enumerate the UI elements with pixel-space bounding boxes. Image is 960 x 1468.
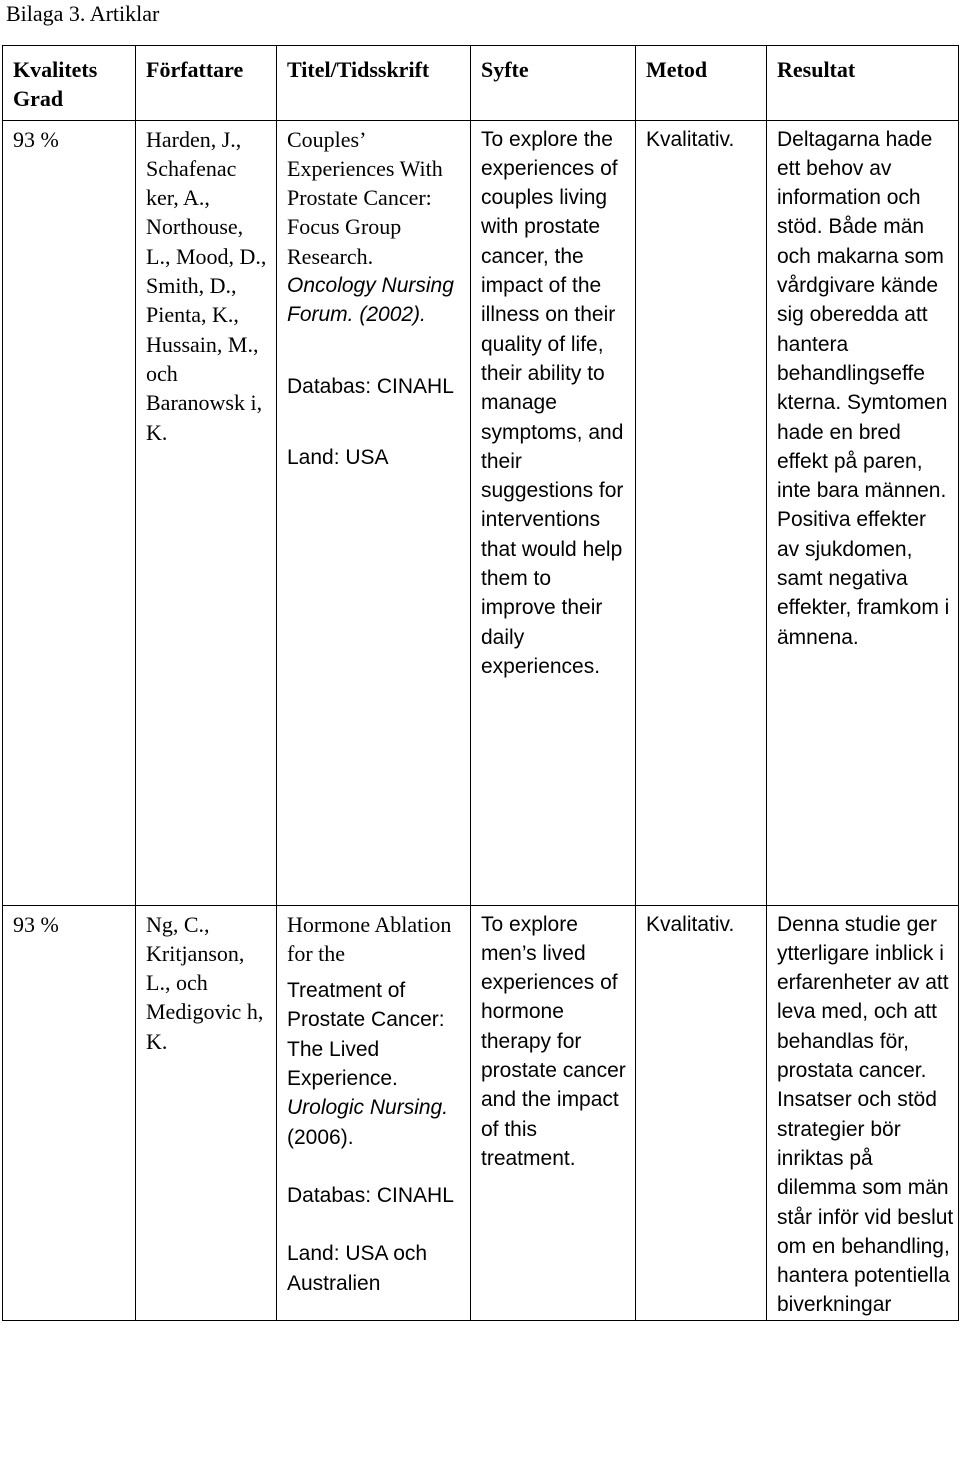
cell-authors: Harden, J., Schafenac ker, A., Northouse, L., Mood, D., Smith, D., Pienta, K., Hussain, M., och Baranowsk i, K. — [136, 120, 277, 905]
cell-authors: Ng, C., Kritjanson, L., och Medigovic h, K. — [136, 905, 277, 1320]
article-title-line2: Treatment of Prostate Cancer: The Lived Experience. — [287, 979, 445, 1091]
header-title: Titel/Tidsskrift — [277, 46, 471, 121]
cell-method: Kvalitativ. — [636, 120, 767, 905]
country-label: Land: USA och Australien — [287, 1242, 428, 1295]
page-title: Bilaga 3. Artiklar — [6, 1, 160, 26]
journal-year: (2006). — [287, 1125, 354, 1149]
header-result: Resultat — [767, 46, 959, 121]
cell-result: Denna studie ger ytterligare inblick i erfarenheter av att leva med, och att behandlas för, prostata cancer. Insatser och stöd strategier bör inriktas på dilemma som män står inför vid beslut om en behandling, hantera potentiella biverkningar — [767, 905, 959, 1320]
cell-purpose: To explore men’s lived experiences of hormone therapy for prostate cancer and the impact of this treatment. — [471, 905, 636, 1320]
table-row — [3, 120, 959, 905]
header-authors: Författare — [136, 46, 277, 121]
header-method: Metod — [636, 46, 767, 121]
journal-name: Urologic Nursing. — [287, 1096, 449, 1120]
journal-name: Oncology Nursing Forum. (2002). — [287, 274, 454, 327]
table-header-row — [3, 46, 959, 121]
database-label: Databas: CINAHL — [287, 374, 454, 398]
cell-grade: 93 % — [3, 120, 136, 905]
article-title: Couples’ Experiences With Prostate Cancer: Focus Group Research. — [287, 126, 443, 269]
article-title-line1: Hormone Ablation for the — [287, 911, 452, 966]
cell-purpose: To explore the experiences of couples living with prostate cancer, the impact of the illness on their quality of life, their ability to manage symptoms, and their suggestions for interventions that would help them to improve their daily experiences. — [471, 120, 636, 905]
table-row — [3, 905, 959, 1320]
cell-title — [277, 120, 471, 905]
cell-method: Kvalitativ. — [636, 905, 767, 1320]
database-label: Databas: CINAHL — [287, 1183, 454, 1207]
country-label: Land: USA — [287, 445, 389, 469]
cell-grade: 93 % — [3, 905, 136, 1320]
header-grade: Kvalitets Grad — [3, 46, 136, 121]
header-purpose: Syfte — [471, 46, 636, 121]
cell-title — [277, 905, 471, 1320]
cell-result: Deltagarna hade ett behov av information och stöd. Både män och makarna som vårdgivare kände sig oberedda att hantera behandlingseffe kterna. Symtomen hade en bred effekt på paren, inte bara männen. Positiva effekter av sjukdomen, samt negativa effekter, framkom i ämnena. — [767, 120, 959, 905]
articles-table — [2, 45, 959, 1321]
